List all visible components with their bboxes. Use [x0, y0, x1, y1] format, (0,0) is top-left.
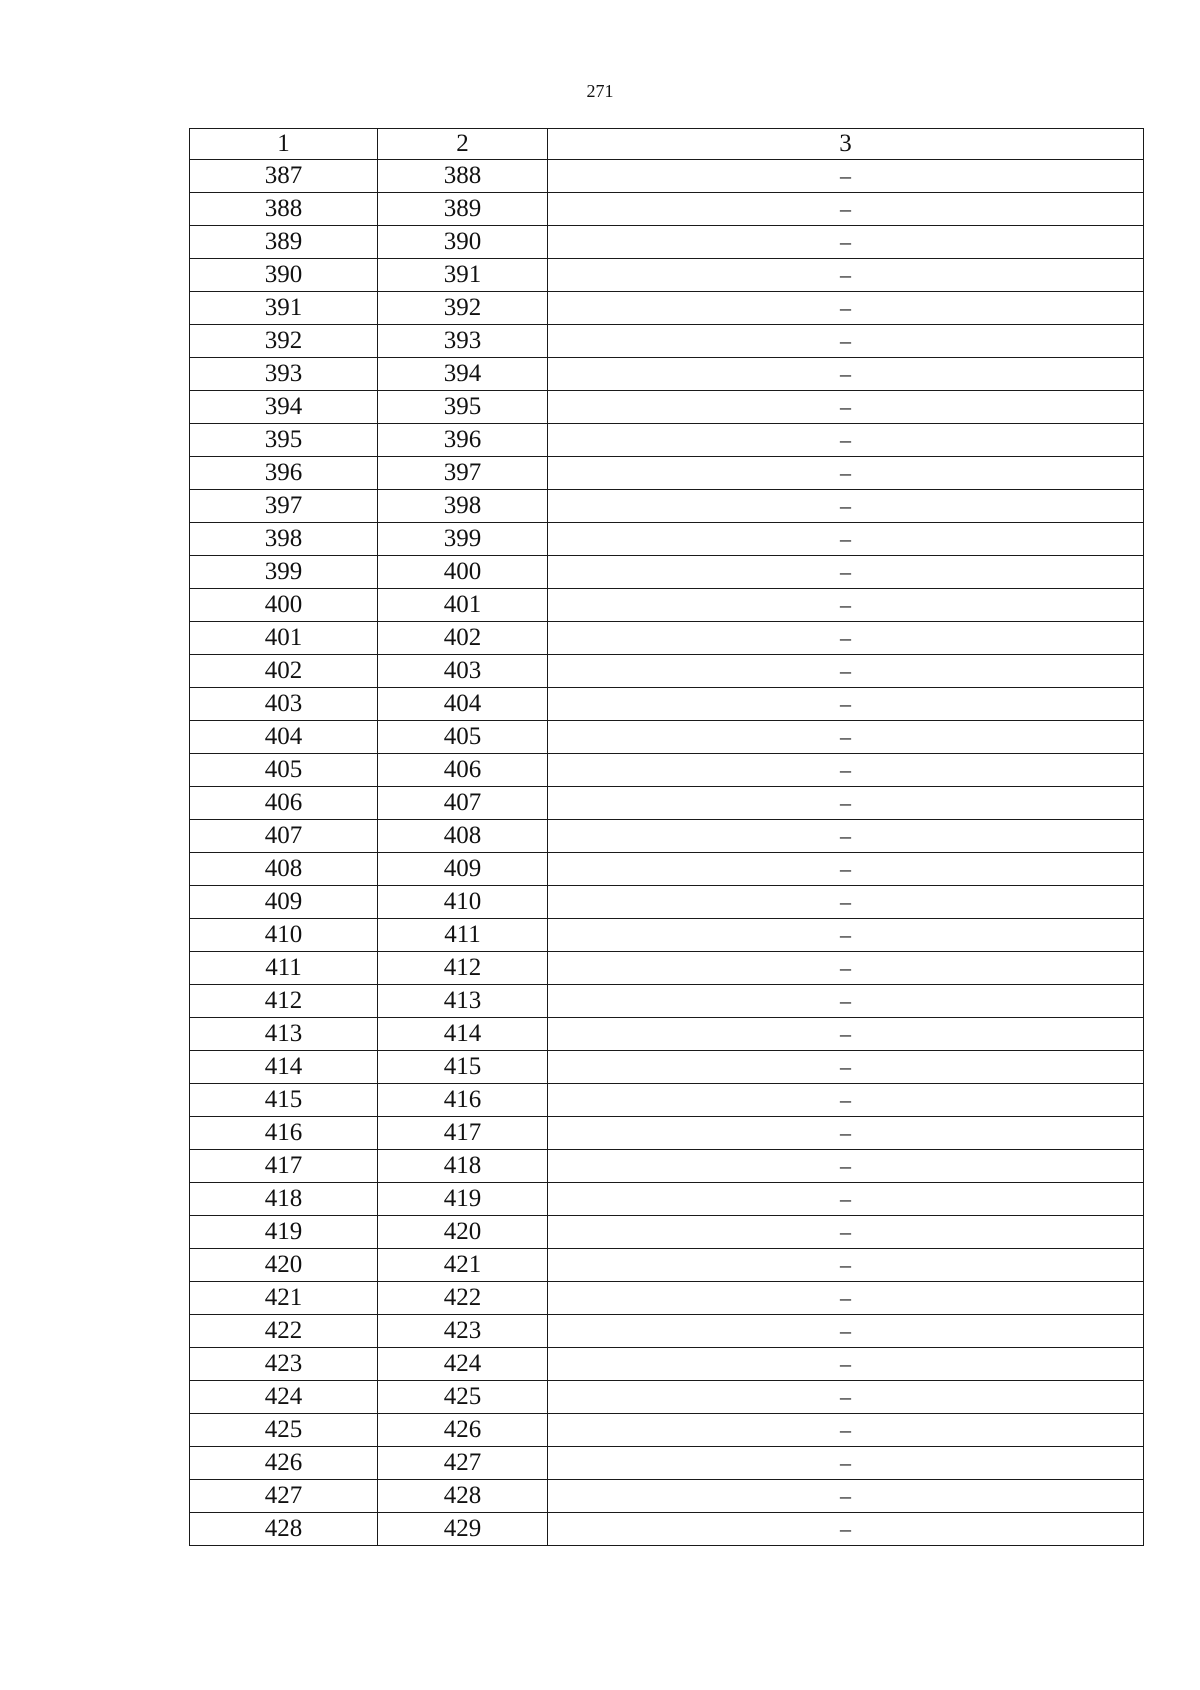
table-cell-col-2: 409	[378, 853, 548, 886]
table-cell-col-2: 421	[378, 1249, 548, 1282]
table-cell-col-3: –	[548, 1150, 1144, 1183]
table-row	[190, 193, 1144, 226]
table-row	[190, 457, 1144, 490]
table-row	[190, 1084, 1144, 1117]
table-row	[190, 1018, 1144, 1051]
table-cell-col-2: 392	[378, 292, 548, 325]
table-row	[190, 259, 1144, 292]
table-cell-col-2: 419	[378, 1183, 548, 1216]
table-cell-col-1: 401	[190, 622, 378, 655]
table-cell-col-3: –	[548, 160, 1144, 193]
table-cell-col-1: 413	[190, 1018, 378, 1051]
data-table	[189, 128, 1144, 1546]
table-cell-col-2: 400	[378, 556, 548, 589]
table-cell-col-2: 424	[378, 1348, 548, 1381]
table-cell-col-1: 420	[190, 1249, 378, 1282]
table-cell-col-3: –	[548, 424, 1144, 457]
table-cell-col-1: 421	[190, 1282, 378, 1315]
table-row	[190, 1051, 1144, 1084]
table-cell-col-2: 388	[378, 160, 548, 193]
table-cell-col-3: –	[548, 1249, 1144, 1282]
column-header-1: 1	[190, 129, 378, 160]
table-cell-col-1: 396	[190, 457, 378, 490]
table-cell-col-2: 391	[378, 259, 548, 292]
table-cell-col-3: –	[548, 193, 1144, 226]
table-cell-col-2: 408	[378, 820, 548, 853]
table-row	[190, 886, 1144, 919]
table-row	[190, 688, 1144, 721]
table-cell-col-3: –	[548, 556, 1144, 589]
table-row	[190, 985, 1144, 1018]
table-cell-col-2: 422	[378, 1282, 548, 1315]
table-cell-col-1: 405	[190, 754, 378, 787]
table-row	[190, 589, 1144, 622]
table-cell-col-2: 405	[378, 721, 548, 754]
table-cell-col-1: 392	[190, 325, 378, 358]
table-cell-col-1: 407	[190, 820, 378, 853]
table-cell-col-1: 403	[190, 688, 378, 721]
table-cell-col-2: 393	[378, 325, 548, 358]
table-cell-col-3: –	[548, 457, 1144, 490]
table-cell-col-2: 411	[378, 919, 548, 952]
table-cell-col-2: 416	[378, 1084, 548, 1117]
table-row	[190, 1249, 1144, 1282]
table-cell-col-2: 417	[378, 1117, 548, 1150]
table-cell-col-3: –	[548, 1216, 1144, 1249]
table-cell-col-3: –	[548, 226, 1144, 259]
header-row	[190, 129, 1144, 160]
table-cell-col-2: 414	[378, 1018, 548, 1051]
table-row	[190, 1216, 1144, 1249]
table-cell-col-1: 428	[190, 1513, 378, 1546]
table-cell-col-2: 413	[378, 985, 548, 1018]
table-cell-col-1: 402	[190, 655, 378, 688]
table-cell-col-3: –	[548, 622, 1144, 655]
table-cell-col-1: 411	[190, 952, 378, 985]
table-cell-col-1: 424	[190, 1381, 378, 1414]
table-cell-col-3: –	[548, 1018, 1144, 1051]
table-cell-col-2: 426	[378, 1414, 548, 1447]
table-cell-col-3: –	[548, 1183, 1144, 1216]
table-cell-col-3: –	[548, 820, 1144, 853]
table-row	[190, 754, 1144, 787]
table-cell-col-2: 418	[378, 1150, 548, 1183]
table-cell-col-2: 423	[378, 1315, 548, 1348]
table-cell-col-1: 417	[190, 1150, 378, 1183]
table-cell-col-3: –	[548, 1117, 1144, 1150]
table-cell-col-2: 396	[378, 424, 548, 457]
table-row	[190, 292, 1144, 325]
table-cell-col-2: 415	[378, 1051, 548, 1084]
table-cell-col-3: –	[548, 1315, 1144, 1348]
table-header	[190, 129, 1144, 160]
table-cell-col-1: 388	[190, 193, 378, 226]
table-cell-col-3: –	[548, 1414, 1144, 1447]
table-cell-col-1: 399	[190, 556, 378, 589]
table-cell-col-2: 406	[378, 754, 548, 787]
table-cell-col-3: –	[548, 1051, 1144, 1084]
table-row	[190, 1183, 1144, 1216]
table-cell-col-1: 387	[190, 160, 378, 193]
table-cell-col-1: 416	[190, 1117, 378, 1150]
table-cell-col-3: –	[548, 325, 1144, 358]
table-row	[190, 391, 1144, 424]
table-cell-col-2: 428	[378, 1480, 548, 1513]
table-row	[190, 160, 1144, 193]
table-cell-col-2: 407	[378, 787, 548, 820]
table-cell-col-3: –	[548, 886, 1144, 919]
table-row	[190, 1117, 1144, 1150]
table-cell-col-1: 404	[190, 721, 378, 754]
table-cell-col-2: 398	[378, 490, 548, 523]
table-cell-col-1: 395	[190, 424, 378, 457]
table-cell-col-1: 389	[190, 226, 378, 259]
table-row	[190, 424, 1144, 457]
table-cell-col-1: 390	[190, 259, 378, 292]
table-cell-col-1: 412	[190, 985, 378, 1018]
table-cell-col-3: –	[548, 754, 1144, 787]
table-cell-col-1: 414	[190, 1051, 378, 1084]
table-cell-col-3: –	[548, 358, 1144, 391]
table-cell-col-1: 425	[190, 1414, 378, 1447]
table-row	[190, 1315, 1144, 1348]
table-row	[190, 919, 1144, 952]
table-cell-col-2: 410	[378, 886, 548, 919]
table-cell-col-3: –	[548, 292, 1144, 325]
table-cell-col-3: –	[548, 1513, 1144, 1546]
table-cell-col-1: 391	[190, 292, 378, 325]
table-row	[190, 1150, 1144, 1183]
table-cell-col-3: –	[548, 919, 1144, 952]
table-cell-col-2: 429	[378, 1513, 548, 1546]
table-cell-col-1: 406	[190, 787, 378, 820]
table-cell-col-2: 427	[378, 1447, 548, 1480]
table-cell-col-1: 419	[190, 1216, 378, 1249]
table-cell-col-2: 389	[378, 193, 548, 226]
table-cell-col-1: 410	[190, 919, 378, 952]
table-cell-col-2: 403	[378, 655, 548, 688]
table-cell-col-3: –	[548, 1282, 1144, 1315]
table-row	[190, 1348, 1144, 1381]
table-cell-col-2: 425	[378, 1381, 548, 1414]
table-cell-col-1: 408	[190, 853, 378, 886]
table-cell-col-2: 395	[378, 391, 548, 424]
table-row	[190, 1381, 1144, 1414]
table-cell-col-3: –	[548, 853, 1144, 886]
table-cell-col-3: –	[548, 787, 1144, 820]
table-cell-col-1: 398	[190, 523, 378, 556]
table-row	[190, 622, 1144, 655]
table-row	[190, 1282, 1144, 1315]
table-cell-col-3: –	[548, 1447, 1144, 1480]
table-row	[190, 952, 1144, 985]
table-row	[190, 655, 1144, 688]
table-row	[190, 820, 1144, 853]
table-row	[190, 853, 1144, 886]
table-cell-col-1: 418	[190, 1183, 378, 1216]
table-cell-col-3: –	[548, 259, 1144, 292]
table-cell-col-3: –	[548, 523, 1144, 556]
table-cell-col-3: –	[548, 985, 1144, 1018]
table-cell-col-1: 423	[190, 1348, 378, 1381]
table-cell-col-1: 409	[190, 886, 378, 919]
table-cell-col-3: –	[548, 1480, 1144, 1513]
page-number: 271	[586, 81, 614, 101]
table-cell-col-1: 427	[190, 1480, 378, 1513]
table-cell-col-3: –	[548, 490, 1144, 523]
table-row	[190, 1447, 1144, 1480]
table-cell-col-1: 415	[190, 1084, 378, 1117]
table-row	[190, 490, 1144, 523]
table-cell-col-3: –	[548, 1381, 1144, 1414]
column-header-2: 2	[378, 129, 548, 160]
table-cell-col-1: 394	[190, 391, 378, 424]
table-cell-col-1: 400	[190, 589, 378, 622]
table-cell-col-2: 399	[378, 523, 548, 556]
table-row	[190, 787, 1144, 820]
column-header-3: 3	[548, 129, 1144, 160]
table-row	[190, 1480, 1144, 1513]
table-row	[190, 721, 1144, 754]
table-row	[190, 226, 1144, 259]
table-cell-col-3: –	[548, 952, 1144, 985]
table-cell-col-3: –	[548, 589, 1144, 622]
table-cell-col-2: 402	[378, 622, 548, 655]
table-cell-col-3: –	[548, 721, 1144, 754]
table-cell-col-3: –	[548, 688, 1144, 721]
table-row	[190, 523, 1144, 556]
table-cell-col-2: 404	[378, 688, 548, 721]
table-row	[190, 556, 1144, 589]
table-cell-col-1: 397	[190, 490, 378, 523]
table-cell-col-3: –	[548, 655, 1144, 688]
table-cell-col-2: 390	[378, 226, 548, 259]
table-cell-col-2: 394	[378, 358, 548, 391]
table-row	[190, 325, 1144, 358]
table-cell-col-2: 420	[378, 1216, 548, 1249]
table-cell-col-1: 422	[190, 1315, 378, 1348]
table-row	[190, 1513, 1144, 1546]
table-cell-col-2: 412	[378, 952, 548, 985]
table-cell-col-1: 426	[190, 1447, 378, 1480]
table-cell-col-1: 393	[190, 358, 378, 391]
table-cell-col-3: –	[548, 1348, 1144, 1381]
table-row	[190, 358, 1144, 391]
table-cell-col-3: –	[548, 391, 1144, 424]
table-cell-col-2: 401	[378, 589, 548, 622]
table-cell-col-2: 397	[378, 457, 548, 490]
table-body	[190, 160, 1144, 1546]
table-cell-col-3: –	[548, 1084, 1144, 1117]
table-row	[190, 1414, 1144, 1447]
